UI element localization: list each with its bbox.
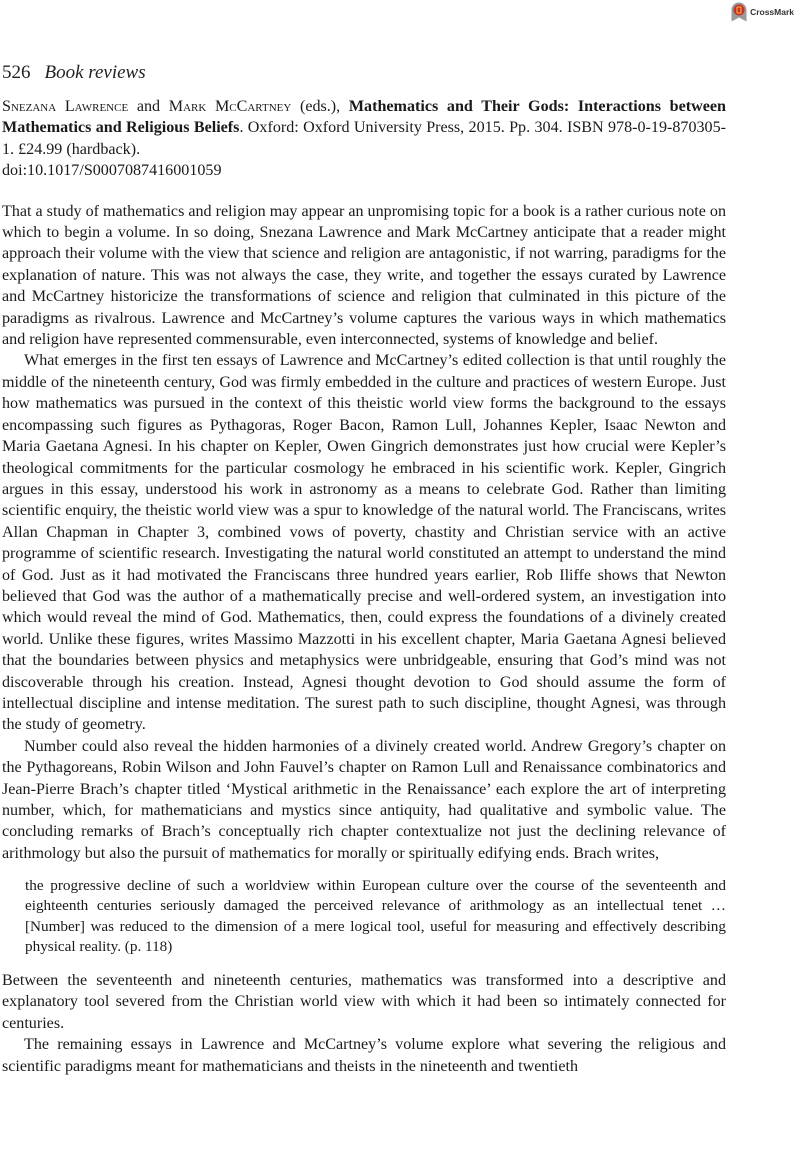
book-citation [2, 96, 726, 160]
paragraph-2: What emerges in the first ten essays of Lawrence and McCartney’s edited collection is that until roughly the middle of the nineteenth century, God was firmly embedded in the culture and practices of western Europe. Just how mathematics was pursued in the context of this theistic world view forms the background to the essays encompassing such figures as Pythagoras, Roger Bacon, Ramon Lull, Johannes Kepler, Isaac Newton and Maria Gaetana Agnesi. In his chapter on Kepler, Owen Gingrich demonstrates just how crucial were Kepler’s theological commitments for the particular cosmology he embraced in his scientific work. Kepler, Gingrich argues in this essay, understood his work in astronomy as a means to celebrate God. Rather than limiting scientific enquiry, the theistic world view was a spur to knowledge of the natural world. The Franciscans, writes Allan Chapman in Chapter 3, combined vows of poverty, chastity and Christian service with an active programme of scientific research. Investigating the natural world constituted an attempt to understand the mind of God. Just as it had motivated the Franciscans three hundred years earlier, Rob Iliffe shows that Newton believed that God was the author of a mathematically precise and well-ordered system, an investigation into which would reveal the mind of God. Mathematics, then, could express the foundations of a divinely created world. Unlike these figures, writes Massimo Mazzotti in his excellent chapter, Maria Gaetana Agnesi believed that the boundaries between physics and metaphysics were unbridgeable, ensuring that God’s mind was not discoverable through his creation. Instead, Agnesi thought devotion to God should assume the form of intellectual discipline and intense meditation. The surest path to such discipline, thought Agnesi, was through the study of geometry. [2, 352, 726, 734]
crossmark-badge[interactable] [731, 2, 794, 22]
page-number: 526 [2, 62, 31, 83]
paragraph-4: Between the seventeenth and nineteenth centuries, mathematics was transformed into a descriptive and explanatory tool severed from the Christian world view with which it had been so intimately connected for centuries. [2, 972, 726, 1032]
citation-conjunction: and [136, 98, 161, 115]
crossmark-label: CrossMark [750, 7, 794, 17]
doi-link[interactable]: doi:10.1017/S0007087416001059 [2, 162, 222, 180]
paragraph-5: The remaining essays in Lawrence and McCartney’s volume explore what severing the religious and scientific paradigms meant for mathematicians and theists in the nineteenth and twentieth [2, 1036, 726, 1075]
book-title: Mathematics and Their Gods: Interactions between Mathematics and Religious Beliefs [2, 98, 726, 137]
citation-author-2: Mark McCartney [168, 98, 292, 115]
citation-author-1: Snezana Lawrence [2, 98, 129, 115]
paragraph-3: Number could also reveal the hidden harmonies of a divinely created world. Andrew Gregory’s chapter on the Pythagoreans, Robin Wilson and John Fauvel’s chapter on Ramon Lull and Renaissance combinatorics and Jean-Pierre Brach’s chapter titled ‘Mystical arithmetic in the Renaissance’ each explore the art of interpreting number, which, for mathematicians and mystics since antiquity, had qualitative and symbolic value. The concluding remarks of Brach’s conceptually rich chapter contextualize not just the declining relevance of arithmology but also the pursuit of mathematics for morally or spiritually edifying ends. Brach writes, [2, 737, 726, 862]
review-content [2, 96, 726, 1077]
running-header [2, 62, 146, 84]
crossmark-icon [731, 2, 747, 22]
section-title: Book reviews [44, 62, 146, 83]
publication-details: . Oxford: Oxford University Press, 2015. Pp. 304. ISBN 978-0-19-870305-1. £24.99 (hardback). [2, 119, 726, 158]
paragraph-1: That a study of mathematics and religion may appear an unpromising topic for a book is a rather curious note on which to begin a volume. In so doing, Snezana Lawrence and Mark McCartney anticipate that a reader might approach their volume with the view that science and religion are antagonistic, if not warring, paradigms for the explanation of nature. This was not always the case, they write, and together the essays curated by Lawrence and McCartney historicize the transformations of science and religion that culminated in this picture of the paradigms as rivalrous. Lawrence and McCartney’s volume captures the various ways in which mathematics and religion have represented commensurable, even interconnected, systems of knowledge and belief. [2, 202, 727, 349]
citation-eds: (eds.), [299, 98, 341, 115]
block-quote: the progressive decline of such a worldview within European culture over the course of the seventeenth and eighteenth centuries seriously damaged the perceived relevance of arithmology as an intellectual tenet … [Number] was reduced to the dimension of a mere logical tool, useful for measuring and effectively describing physical reality. (p. 118) [25, 877, 726, 955]
